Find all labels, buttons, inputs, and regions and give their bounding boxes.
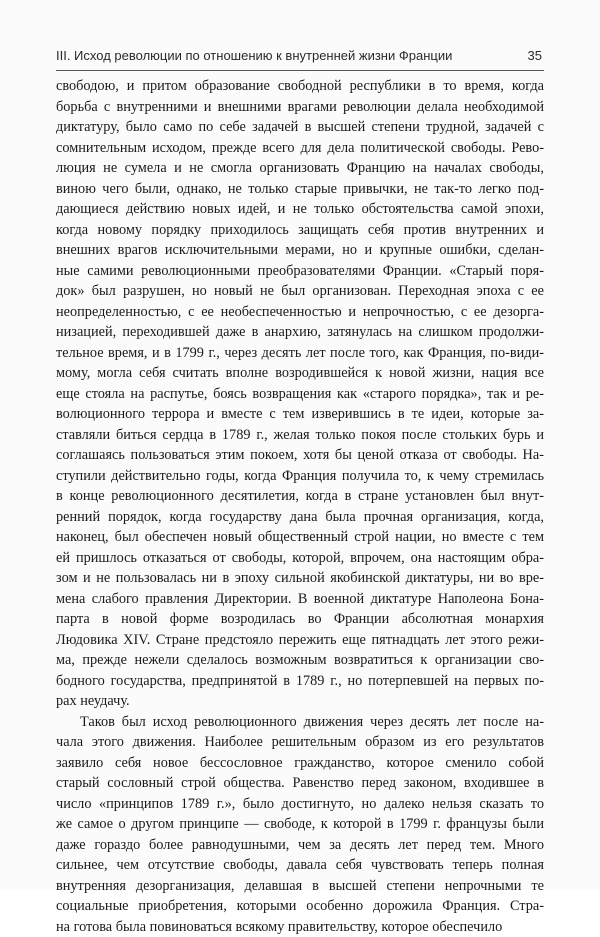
text-line: на готова была повиноваться всякому правительству, которое обеспечило xyxy=(56,917,544,937)
text-line: сомнительным исходом, прежде всего для дела политической свободы. Рево- xyxy=(56,138,544,159)
text-line: соглашаясь пользоваться этим покоем, хотя бы ценой отказа от свободы. На- xyxy=(56,445,544,466)
text-line: парта в новой форме возродилась во Франции абсолютная монархия xyxy=(56,609,544,630)
text-line: старый сословный строй общества. Равенство перед законом, входившее в xyxy=(56,773,544,794)
text-line: в конце революционного десятилетия, когда в стране установлен был внут- xyxy=(56,486,544,507)
text-line: ренний порядок, когда государству дана была прочная организация, когда, xyxy=(56,507,544,528)
text-line: свободою, и притом образование свободной республики в то время, когда xyxy=(56,76,544,97)
header-rule xyxy=(56,70,544,71)
text-line: бодного государства, предпринятой в 1789 г., но потерпевшей на первых по- xyxy=(56,671,544,692)
text-line: рах неудачу. xyxy=(56,691,544,712)
text-line: сильнее, чем отсутствие свободы, давала себя чувствовать теперь полная xyxy=(56,855,544,876)
text-line: ставляли биться сердца в 1789 г., желая только покоя после стольких бурь и xyxy=(56,425,544,446)
paragraph xyxy=(56,712,544,937)
text-line: еще стояла на распутье, боясь возвращения как «старого порядка», так и ре- xyxy=(56,384,544,405)
text-line: когда новому порядку приходилось защищать себя против внутренних и xyxy=(56,220,544,241)
text-line: мена слабого правления Директории. В военной диктатуре Наполеона Бона- xyxy=(56,589,544,610)
text-line: неопределенностью, с ее необеспеченностью и непрочностью, с ее дезорга- xyxy=(56,302,544,323)
text-line: ные самими революционными преобразователями Франции. «Старый поря- xyxy=(56,261,544,282)
body-text xyxy=(56,76,544,937)
text-line: социальные приобретения, которыми особенно дорожила Франция. Стра- xyxy=(56,896,544,917)
text-line: чала этого движения. Наиболее решительным образом из его результатов xyxy=(56,732,544,753)
page-number: 35 xyxy=(528,48,542,63)
text-line: волюционного террора и вместе с тем изверившись в те идеи, которые за- xyxy=(56,404,544,425)
paragraph xyxy=(56,76,544,712)
text-line: даже гораздо более равнодушными, чем за десять лет перед тем. Много xyxy=(56,835,544,856)
text-line: низацией, переходившей даже в анархию, затянулась на слишком продолжи- xyxy=(56,322,544,343)
text-line: тельное время, и в 1799 г., через десять лет после того, как Франция, по-види- xyxy=(56,343,544,364)
text-line: число «принципов 1789 г.», было достигнуто, но далеко нельзя сказать то xyxy=(56,794,544,815)
text-line: наконец, был обеспечен новый общественный строй нации, но вместе с тем xyxy=(56,527,544,548)
text-line: док» был разрушен, но новый не был организован. Переходная эпоха с ее xyxy=(56,281,544,302)
text-line: внутренняя дезорганизация, делавшая в высшей степени непрочными те xyxy=(56,876,544,897)
text-line: ма, прежде нежели сделалось возможным возвратиться к организации сво- xyxy=(56,650,544,671)
text-line: зом и не пользовалась ни в эпоху сильной якобинской диктатуры, ни во вре- xyxy=(56,568,544,589)
text-line: мому, могла себя считать вполне возродившейся к новой жизни, нация все xyxy=(56,363,544,384)
text-line: ступили действительно годы, когда Франция получила то, к чему стремилась xyxy=(56,466,544,487)
text-line: дающиеся действию новых идей, и не только обстоятельства самой эпохи, xyxy=(56,199,544,220)
text-line: Таков был исход революционного движения через десять лет после на- xyxy=(56,712,544,733)
text-line: же самое о другом принципе — свободе, к которой в 1799 г. французы были xyxy=(56,814,544,835)
text-line: виною чего были, однако, не только старые привычки, не так-то легко под- xyxy=(56,179,544,200)
text-line: борьба с внутренними и внешними врагами революции делала необходимой xyxy=(56,97,544,118)
running-header xyxy=(56,48,544,68)
chapter-title: III. Исход революции по отношению к внутренней жизни Франции xyxy=(56,48,452,63)
text-line: диктатуру, было само по себе задачей в высшей степени трудной, задачей с xyxy=(56,117,544,138)
text-line: ей пришлось отказаться от свободы, которой, впрочем, она настоящим обра- xyxy=(56,548,544,569)
text-line: внешних врагов исключительными мерами, но и крупные ошибки, сделан- xyxy=(56,240,544,261)
text-line: люция не сумела и не смогла организовать Францию на началах свободы, xyxy=(56,158,544,179)
text-line: Людовика XIV. Стране предстояло пережить еще пятнадцать лет этого режи- xyxy=(56,630,544,651)
text-line: заявило себя новое бессословное гражданство, которое сменило собой xyxy=(56,753,544,774)
